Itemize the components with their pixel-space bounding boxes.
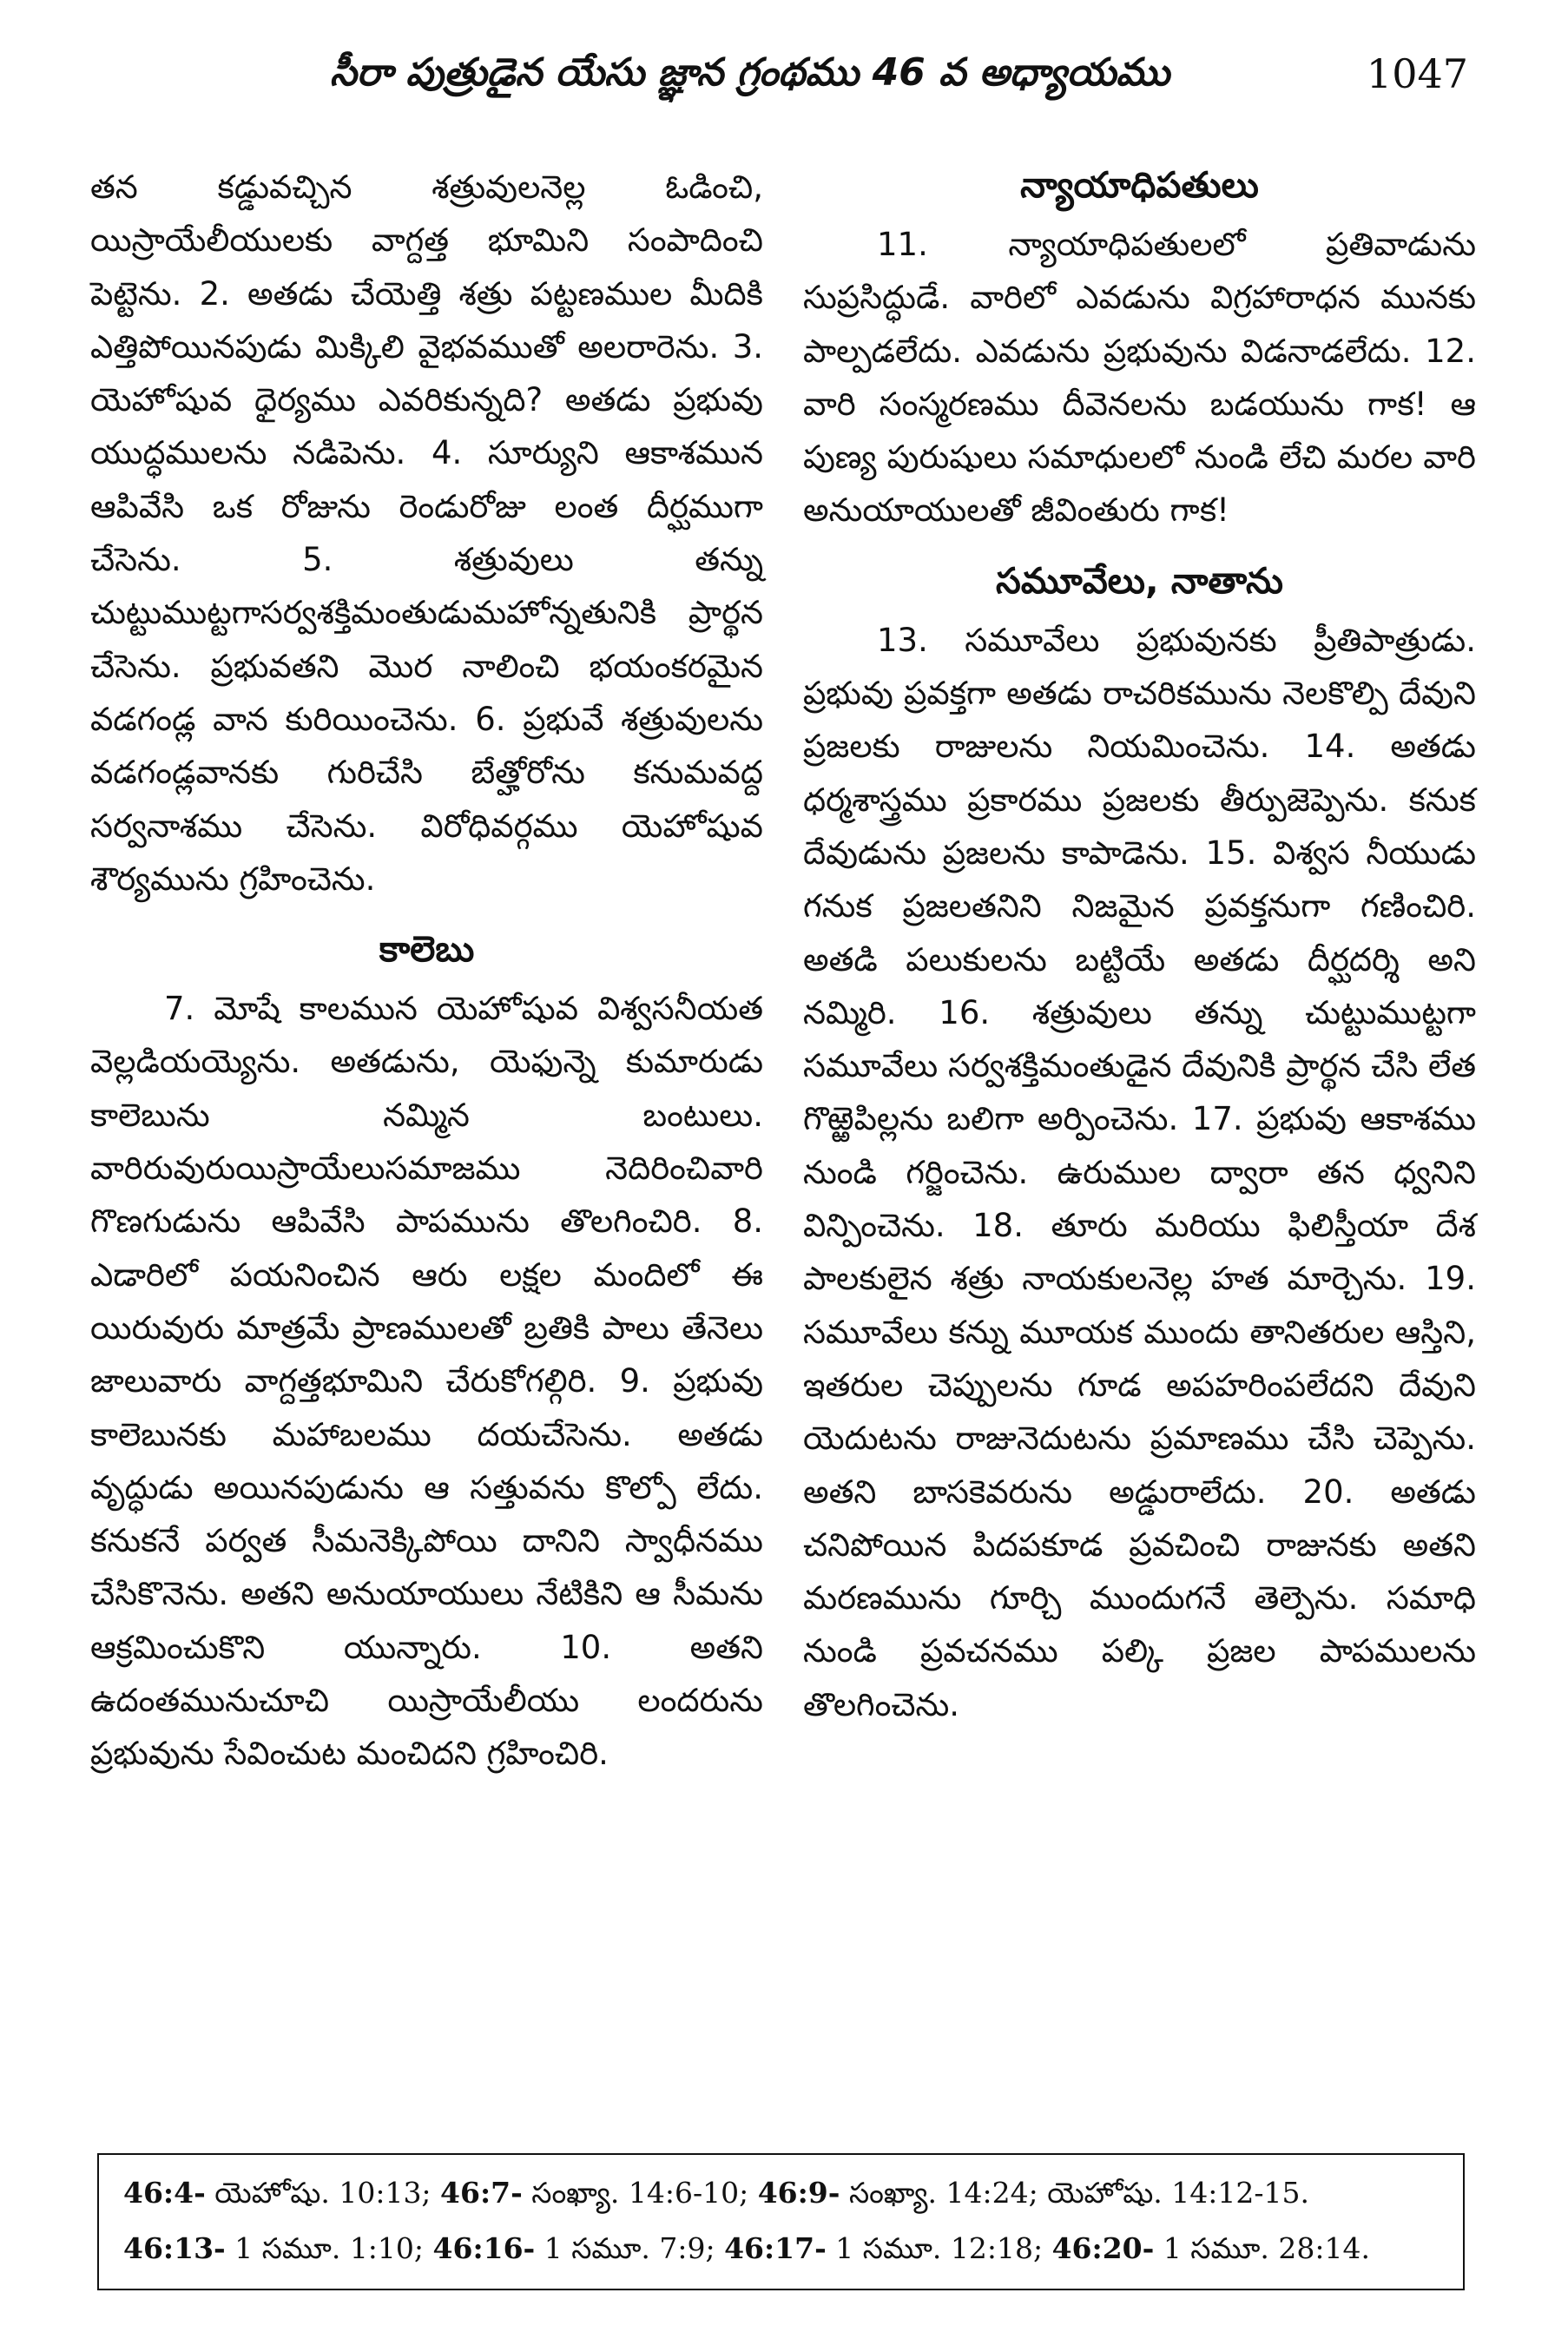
page-header (0, 35, 1568, 122)
section-heading-judges: న్యాయాధిపతులు (1020, 164, 1259, 206)
page-number: 1047 (1366, 50, 1468, 97)
paragraph: 7. మోషే కాలమున యెహోషువ విశ్వసనీయత వెల్లడియయ్యెను. అతడును, యెఫున్నె కుమారుడు కాలెబును నమ్మిన బంటులు. వారిరువురుయిస్రాయేలుసమాజము నెదిరించివారి గొణగుడును ఆపివేసి పాపమును తొలగించిరి. 8. ఎడారిలో పయనించిన ఆరు లక్షల మందిలో ఈ యిరువురు మాత్రమే ప్రాణములతో బ్రతికి పాలు తేనెలు జాలువారు వాగ్దత్తభూమిని చేరుకోగల్గిరి. 9. ప్రభువు కాలెబునకు మహాబలము దయచేసెను. అతడు వృద్ధుడు అయినపుడును ఆ సత్తువను కొల్పో లేదు. కనుకనే పర్వత సీమనెక్కిపోయి దానిని స్వాధీనము చేసికొనెను. అతని అనుయాయులు నేటికిని ఆ సీమను ఆక్రమించుకొని యున్నారు. 10. అతని ఉదంతమునుచూచి యిస్రాయేలీయు లందరును ప్రభువును సేవించుట మంచిదని గ్రహించిరి. (90, 990, 763, 1773)
footnote-box (97, 2153, 1465, 2290)
footnote-ref: 46:7- (440, 2176, 523, 2210)
paragraph: 11. న్యాయాధిపతులలో ప్రతివాడును సుప్రసిద్ధుడే. వారిలో ఎవడును విగ్రహారాధన మునకు పాల్పడలేదు. ఎవడును ప్రభువును విడనాడలేదు. 12. వారి సంస్మరణము దీవెనలను బడయును గాక! ఆ పుణ్య పురుషులు సమాధులలో నుండి లేచి మరల వారి అనుయాయులతో జీవింతురు గాక! (803, 226, 1476, 530)
footnote-text: 1 సమూ. 12:18; (826, 2231, 1052, 2265)
footnote-line-2 (123, 2221, 1439, 2276)
footnote-text: యెహోషు. 10:13; (205, 2176, 441, 2210)
footnote-text: 1 సమూ. 28:14. (1154, 2231, 1370, 2265)
section-heading-kalebu: కాలెబు (379, 928, 475, 971)
footnote-text: సంఖ్యా. 14:24; యెహోషు. 14:12-15. (840, 2176, 1310, 2210)
footnote-ref: 46:4- (123, 2176, 206, 2210)
right-column (803, 161, 1476, 1731)
footnote-text: 1 సమూ. 7:9; (535, 2231, 725, 2265)
paragraph: తన కడ్డువచ్చిన శత్రువులనెల్ల ఓడించి, యిస్రాయేలీయులకు వాగ్దత్త భూమిని సంపాదించి పెట్టెను. 2. అతడు చేయెత్తి శత్రు పట్టణముల మీదికి ఎత్తిపోయినపుడు మిక్కిలి వైభవముతో అలరారెను. 3. యెహోషువ ధైర్యము ఎవరికున్నది? అతడు ప్రభువు యుద్ధములను నడిపెను. 4. సూర్యుని ఆకాశమున ఆపివేసి ఒక రోజును రెండురోజు లంత దీర్ఘముగా చేసెను. 5. శత్రువులు తన్ను చుట్టుముట్టగాసర్వశక్తిమంతుడుమహోన్నతునికి ప్రార్థన చేసెను. ప్రభువతని మొర నాలించి భయంకరమైన వడగండ్ల వాన కురియించెను. 6. ప్రభువే శత్రువులను వడగండ్లవానకు గురిచేసి బేత్హోరోను కనుమవద్ద సర్వనాశము చేసెను. విరోధివర్గము యెహోషువ శౌర్యమును గ్రహించెను. (90, 168, 763, 898)
footnote-line-1 (123, 2165, 1439, 2221)
section-heading-samuel-nathan: సమూవేలు, నాతాను (996, 559, 1283, 602)
left-column (90, 161, 763, 1781)
footnote-ref: 46:9- (757, 2176, 840, 2210)
footnote-ref: 46:13- (123, 2231, 226, 2265)
footnote-text: సంఖ్యా. 14:6-10; (522, 2176, 758, 2210)
footnote-ref: 46:17- (724, 2231, 827, 2265)
footnote-ref: 46:16- (432, 2231, 536, 2265)
running-title: సీరా పుత్రుడైన యేసు జ్ఞాన గ్రంథము 46 వ అధ్యాయము (330, 50, 1170, 95)
footnote-ref: 46:20- (1051, 2231, 1155, 2265)
paragraph: 13. సమూవేలు ప్రభువునకు ప్రీతిపాత్రుడు. ప్రభువు ప్రవక్తగా అతడు రాచరికమును నెలకొల్పి దేవుని ప్రజలకు రాజులను నియమించెను. 14. అతడు ధర్మశాస్త్రము ప్రకారము ప్రజలకు తీర్పుజెప్పెను. కనుక దేవుడును ప్రజలను కాపాడెను. 15. విశ్వస నీయుడు గనుక ప్రజలతనిని నిజమైన ప్రవక్తనుగా గణించిరి. అతడి పలుకులను బట్టియే అతడు దీర్ఘదర్శి అని నమ్మిరి. 16. శత్రువులు తన్ను చుట్టుముట్టగా సమూవేలు సర్వశక్తిమంతుడైన దేవునికి ప్రార్థన చేసి లేత గొఱ్ఱెపిల్లను బలిగా అర్పించెను. 17. ప్రభువు ఆకాశము నుండి గర్జించెను. ఉరుముల ద్వారా తన ధ్వనిని విన్పించెను. 18. తూరు మరియు ఫిలిస్తీయా దేశ పాలకులైన శత్రు నాయకులనెల్ల హత మార్చెను. 19. సమూవేలు కన్ను మూయక ముందు తానితరుల ఆస్తిని, ఇతరుల చెప్పులను గూడ అపహరింపలేదని దేవుని యెదుటను రాజునెదుటను ప్రమాణము చేసి చెప్పెను. అతని బాసకెవరును అడ్డురాలేదు. 20. అతడు చనిపోయిన పిదపకూడ ప్రవచించి రాజునకు అతని మరణమును గూర్చి ముందుగనే తెల్పెను. సమాధి నుండి ప్రవచనము పల్కి ప్రజల పాపములను తొలగించెను. (803, 621, 1476, 1723)
footnote-text: 1 సమూ. 1:10; (225, 2231, 433, 2265)
